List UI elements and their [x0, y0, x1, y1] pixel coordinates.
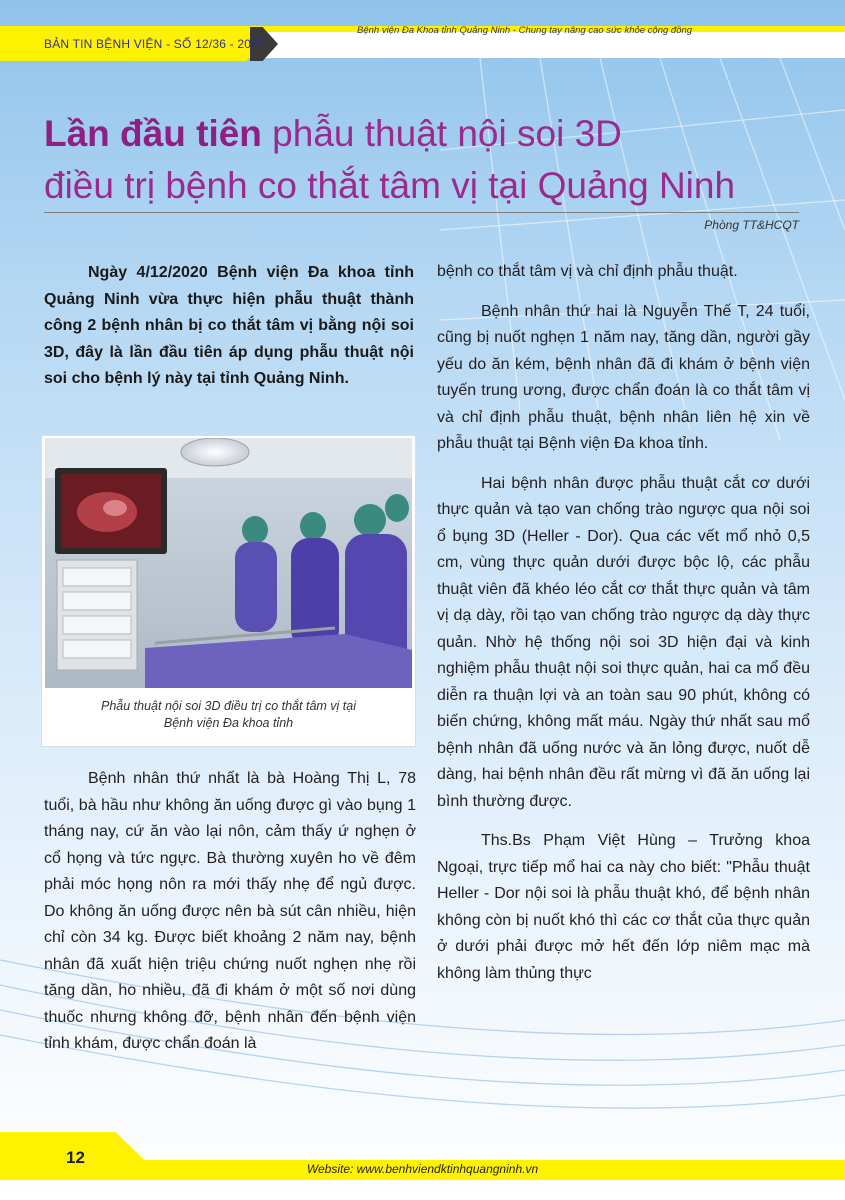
paragraph-patient-2: Bệnh nhân thứ hai là Nguyễn Thế T, 24 tuổi, cũng bị nuốt nghẹn 1 năm nay, tăng dần, người gầy yếu do ăn kém, bệnh nhân đã đi khám ở bệnh viện tuyến trung ương, được chẩn đoán là co thắt tâm vị và chỉ định phẫu thuật, bệnh nhân liên hệ xin về phẫu thuật tại Bệnh viện Đa khoa tỉnh. — [437, 302, 810, 452]
figure-caption — [52, 698, 405, 732]
lead-paragraph: Ngày 4/12/2020 Bệnh viện Đa khoa tỉnh Quảng Ninh vừa thực hiện phẫu thuật thành công 2 bệnh nhân bị co thắt tâm vị bằng nội soi 3D, đây là lần đầu tiên áp dụng phẫu thuật nội soi cho bệnh lý này tại tỉnh Quảng Ninh. — [44, 264, 414, 387]
lead-column — [44, 260, 414, 393]
header-slogan: Bệnh viện Đa Khoa tỉnh Quảng Ninh - Chung tay nâng cao sức khỏe cộng đồng — [357, 25, 693, 36]
surgery-photo-illustration — [45, 438, 412, 688]
article-byline: Phòng TT&HCQT — [704, 218, 799, 232]
title-divider — [44, 212, 799, 213]
surgery-photo — [45, 438, 412, 688]
article-title — [44, 108, 834, 212]
right-column — [437, 259, 810, 987]
left-column-body — [44, 766, 416, 1058]
caption-line1: Phẫu thuật nội soi 3D điều trị co thắt tâm vị tại — [101, 699, 356, 713]
title-line1-rest: phẫu thuật nội soi 3D — [261, 113, 622, 154]
caption-line2: Bệnh viện Đa khoa tỉnh — [163, 716, 294, 730]
footer-website[interactable]: Website: www.benhviendktinhquangninh.vn — [306, 1162, 539, 1176]
page-number: 12 — [66, 1148, 85, 1167]
issue-label: BẢN TIN BỆNH VIỆN - SỐ 12/36 - 2020 — [44, 37, 265, 51]
title-highlight: Lần đầu tiên — [44, 113, 262, 154]
article-figure — [42, 436, 415, 746]
title-line2: điều trị bệnh co thắt tâm vị tại Quảng Ninh — [44, 165, 736, 206]
paragraph-quote: Ths.Bs Phạm Việt Hùng – Trưởng khoa Ngoại, trực tiếp mổ hai ca này cho biết: "Phẫu thuật Heller - Dor nội soi là phẫu thuật khó, để bệnh nhân không còn bị nuốt khó thì các cơ thắt của thực quản ở dưới phải được mở hết đến lớp niêm mạc mà không làm thủng thực — [437, 832, 810, 982]
paragraph-patient-1: Bệnh nhân thứ nhất là bà Hoàng Thị L, 78 tuổi, bà hầu như không ăn uống được gì vào bụng 1 tháng nay, cứ ăn vào lại nôn, cảm thấy ứ nghẹn ở cổ họng và tức ngực. Bà thường xuyên ho về đêm phải móc họng nôn ra mới thấy nhẹ để ngủ được. Do không ăn uống được nên bà sút cân nhiều, hiện chỉ còn 34 kg. Được biết khoảng 2 năm nay, bệnh nhân đã xuất hiện triệu chứng nuốt nghẹn nhẹ rồi tăng dần, ho nhiều, đã đi khám ở một số nơi dùng thuốc nhưng không đỡ, bệnh nhân đến bệnh viện tỉnh khám, được chẩn đoán là — [44, 770, 416, 1052]
paragraph-continuation: bệnh co thắt tâm vị và chỉ định phẫu thuật. — [437, 263, 738, 280]
paragraph-surgery: Hai bệnh nhân được phẫu thuật cắt cơ dưới thực quản và tạo van chống trào ngược qua nội soi ổ bụng 3D (Heller - Dor). Qua các vết mổ nhỏ 0,5 cm, vùng thực quản dưới được bộc lộ, các phẫu thuật viên đã khéo léo cắt cơ thắt thực quản và tâm vị dạ dày, rồi tạo van chống trào ngược dạ dày thực quản. Nhờ hệ thống nội soi 3D hiện đại và kinh nghiệm phẫu thuật nội soi thực quản, hai ca mổ đều diễn ra thuận lợi và an toàn sau 90 phút, không có biến chứng, không mất máu. Ngày thứ nhất sau mổ bệnh nhân đã uống nước và ăn lỏng được, nuốt dễ dàng, hai bệnh nhân đều rất mừng vì đã ăn uống lại bình thường được. — [437, 474, 810, 810]
